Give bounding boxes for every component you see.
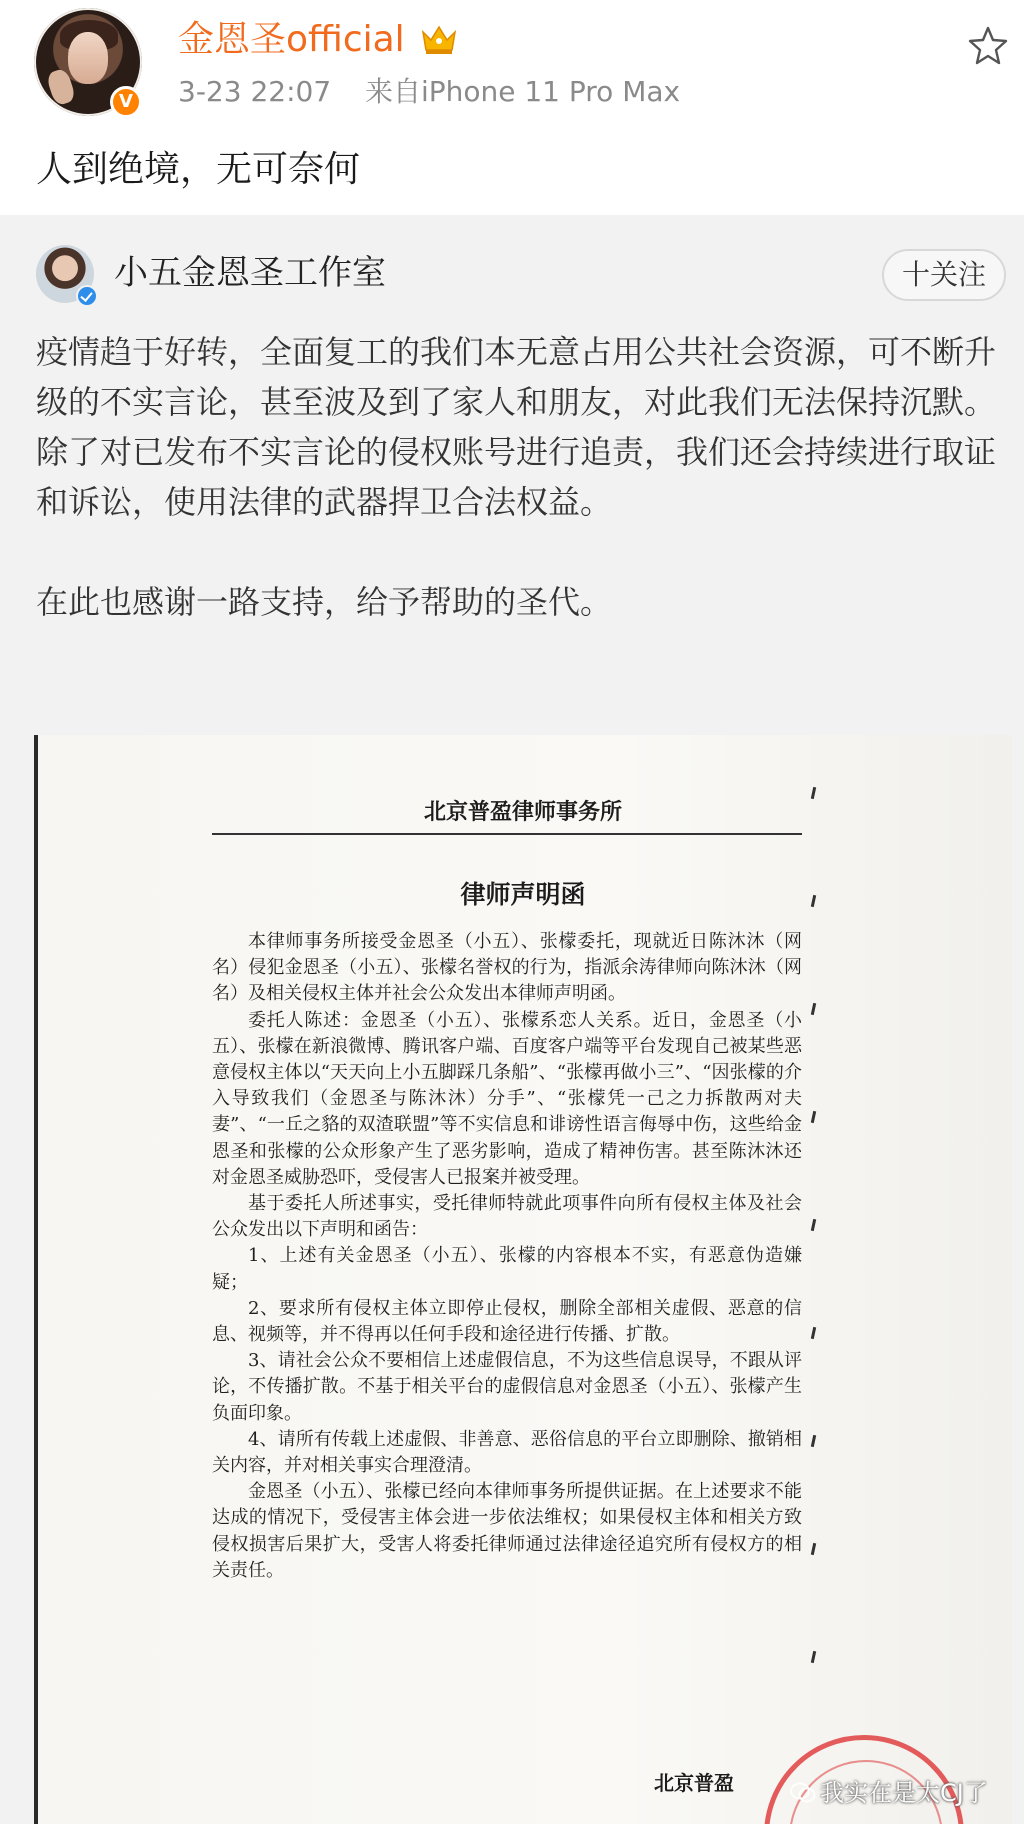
document-signature: 北京普盈 xyxy=(654,1771,734,1795)
document-paragraph: 委托人陈述：金恩圣（小五）、张檬系恋人关系。近日，金恩圣（小五）、张檬在新浪微博、腾讯客户端、百度客户端等平台发现自己被某些恶意侵权主体以“天天向上小五脚踩几条船”、“张檬再做小三”、“因张檬的介入导致我们（金恩圣与陈沐沐）分手”、“张檬凭一己之力拆散两对夫妻”、“一丘之貉的双渣联盟”等不实信息和诽谤性语言侮辱中伤，这些给金恩圣和张檬的公众形象产生了恶劣影响，造成了精神伤害。甚至陈沐沐还对金恩圣威胁恐吓，受侵害人已报案并被受理。 xyxy=(212,1009,802,1188)
document-paragraph: 本律师事务所接受金恩圣（小五）、张檬委托，现就近日陈沐沐（网名）侵犯金恩圣（小五）、张檬名誉权的行为，指派余涛律师向陈沐沐（网名）及相关侵权主体并社会公众发出本律师声明函。 xyxy=(212,931,802,1005)
repost-paragraph: 疫情趋于好转，全面复工的我们本无意占用公共社会资源，可不断升级的不实言论，甚至波及到了家人和朋友，对此我们无法保持沉默。除了对已发布不实言论的侵权账号进行追责，我们还会持续进行取证和诉讼，使用法律的武器捍卫合法权益。 xyxy=(36,333,997,521)
document-firm-name: 北京普盈律师事务所 xyxy=(423,799,622,825)
document-paragraph: 1、上述有关金恩圣（小五）、张檬的内容根本不实，有恶意伪造嫌疑； xyxy=(212,1245,802,1293)
legal-statement-image[interactable] xyxy=(34,735,1012,1824)
crown-icon xyxy=(420,22,458,56)
post-meta xyxy=(178,72,680,112)
repost-text xyxy=(36,327,1006,627)
follow-button[interactable]: 十关注 xyxy=(882,249,1006,301)
repost-paragraph: 在此也感谢一路支持，给予帮助的圣代。 xyxy=(36,583,613,621)
document-body xyxy=(212,929,802,1584)
document-title: 律师声明函 xyxy=(460,880,586,909)
watermark xyxy=(790,1773,988,1813)
repost-username[interactable]: 小五金恩圣工作室 xyxy=(114,253,386,293)
document-paragraph: 基于委托人所述事实，受托律师特就此项事件向所有侵权主体及社会公众发出以下声明和函告： xyxy=(212,1193,802,1241)
post-timestamp: 3-23 22:07 xyxy=(178,75,332,108)
document-divider xyxy=(212,833,802,835)
document-paragraph: 金恩圣（小五）、张檬已经向本律师事务所提供证据。在上述要求不能达成的情况下，受侵害主体会进一步依法维权；如果侵权主体和相关方致侵权损害后果扩大，受害人将委托律师通过法律途径追究所有侵权方的相关责任。 xyxy=(212,1481,802,1581)
wechat-icon xyxy=(790,1782,816,1804)
document-paragraph: 3、请社会公众不要相信上述虚假信息，不为这些信息误导，不跟从评论，不传播扩散。不基于相关平台的虚假信息对金恩圣（小五）、张檬产生负面印象。 xyxy=(212,1350,802,1424)
document-paragraph: 2、要求所有侵权主体立即停止侵权，删除全部相关虚假、恶意的信息、视频等，并不得再以任何手段和途径进行传播、扩散。 xyxy=(212,1297,802,1346)
star-icon[interactable] xyxy=(966,24,1010,68)
vip-badge-icon: V xyxy=(110,86,142,118)
post-text: 人到绝境，无可奈何 xyxy=(36,149,361,190)
reposted-weibo[interactable] xyxy=(0,215,1024,1824)
post-source: 来自iPhone 11 Pro Max xyxy=(364,75,681,108)
post-header xyxy=(0,0,1024,215)
verified-icon xyxy=(76,285,98,307)
post-username[interactable]: 金恩圣official xyxy=(178,19,405,60)
document-paragraph: 4、请所有传载上述虚假、非善意、恶俗信息的平台立即删除、撤销相关内容，并对相关事实合理澄清。 xyxy=(212,1428,802,1477)
watermark-text: 我实在是太CJ了 xyxy=(820,1779,988,1807)
